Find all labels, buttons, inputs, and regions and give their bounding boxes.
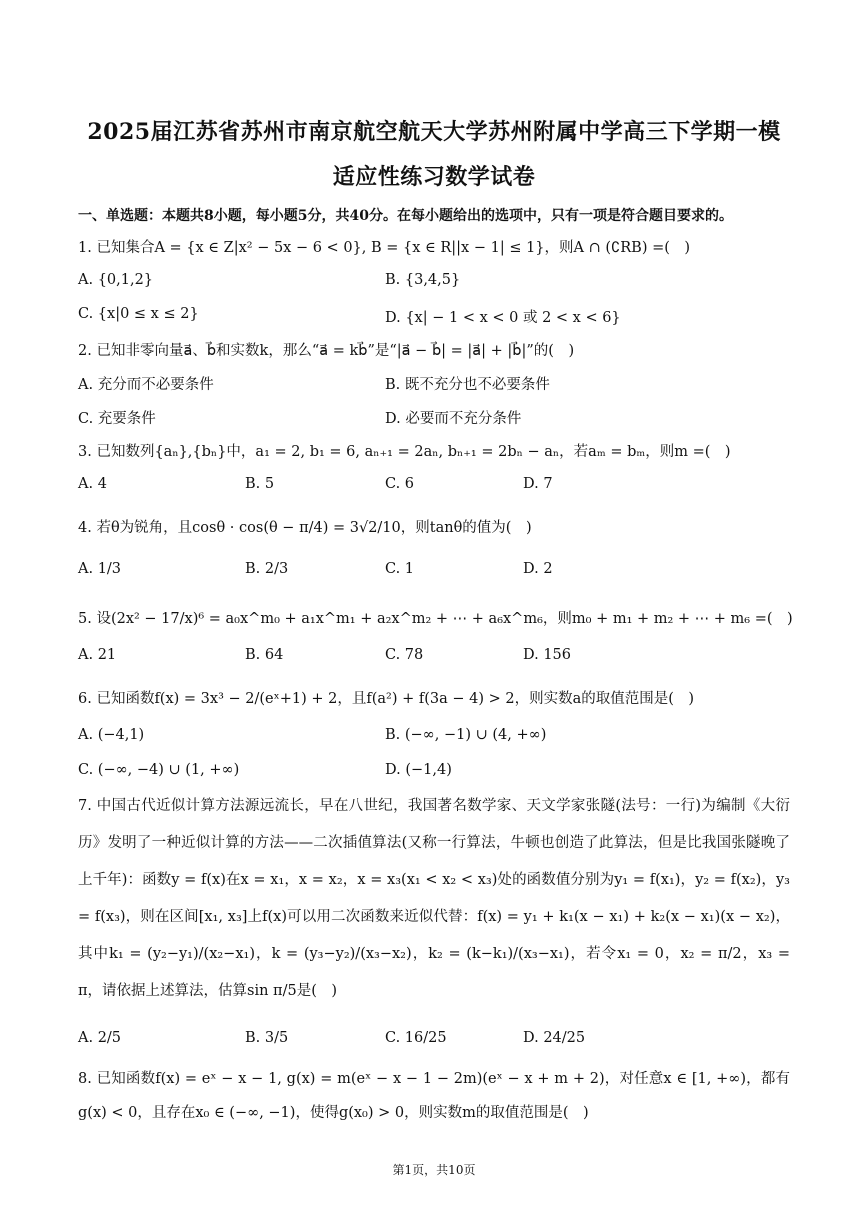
option-1a: A. {0,1,2}	[78, 272, 154, 288]
option-3a: A. 4	[78, 476, 107, 492]
option-1c: C. {x|0 ≤ x ≤ 2}	[78, 306, 199, 322]
option-5b: B. 64	[245, 647, 284, 663]
option-3d: D. 7	[523, 476, 553, 492]
option-6a: A. (−4,1)	[78, 727, 145, 743]
option-7d: D. 24/25	[523, 1030, 586, 1046]
option-4d: D. 2	[523, 561, 553, 577]
option-1b: B. {3,4,5}	[385, 272, 461, 288]
option-6d: D. (−1,4)	[385, 762, 452, 778]
question-7: 7. 中国古代近似计算方法源远流长，早在八世纪，我国著名数学家、天文学家张隧(法号：一行)为编制《大衍历》发明了一种近似计算的方法——二次插值算法(又称一行算法，牛顿也创造了此算法，但是比我国张隧晚了上千年)：函数y = f(x)在x = x₁，x = x₂，x = x₃(x₁ < x₂ < x₃)处的函数值分别为y₁ = f(x₁)，y₂ = f(x₂)，y₃ = f(x₃)，则在区间[x₁, x₃]上f(x)可以用二次函数来近似代替：f(x) = y₁ + k₁(x − x₁) + k₂(x − x₁)(x − x₂)，其中k₁ = (y₂−y₁)/(x₂−x₁)，k = (y₃−y₂)/(x₃−x₂)，k₂ = (k−k₁)/(x₃−x₁)，若令x₁ = 0，x₂ = π/2，x₃ = π，请依据上述算法，估算sin π/5是( )	[78, 798, 790, 999]
question-6: 6. 已知函数f(x) = 3x³ − 2/(eˣ+1) + 2，且f(a²) + f(3a − 4) > 2，则实数a的取值范围是( )	[78, 691, 695, 707]
question-4: 4. 若θ为锐角，且cosθ · cos(θ − π/4) = 3√2/10，则tanθ的值为( )	[78, 520, 532, 536]
option-5c: C. 78	[385, 647, 424, 663]
option-2b: B. 既不充分也不必要条件	[385, 377, 550, 393]
option-7c: C. 16/25	[385, 1030, 447, 1046]
exam-title-line1: 2025届江苏省苏州市南京航空航天大学苏州附属中学高三下学期一模	[87, 119, 781, 145]
option-2d: D. 必要而不充分条件	[385, 411, 522, 427]
option-2a: A. 充分而不必要条件	[78, 377, 214, 393]
option-6b: B. (−∞, −1) ∪ (4, +∞)	[385, 727, 547, 743]
option-2c: C. 充要条件	[78, 411, 156, 427]
exam-title-line2: 适应性练习数学试卷	[332, 164, 536, 190]
option-1d: D. {x| − 1 < x < 0 或 2 < x < 6}	[385, 310, 621, 326]
option-7a: A. 2/5	[78, 1030, 122, 1046]
option-7b: B. 3/5	[245, 1030, 289, 1046]
option-4b: B. 2/3	[245, 561, 289, 577]
option-5a: A. 21	[78, 647, 117, 663]
option-6c: C. (−∞, −4) ∪ (1, +∞)	[78, 762, 240, 778]
question-1: 1. 已知集合A = {x ∈ Z|x² − 5x − 6 < 0}, B = {x ∈ R||x − 1| ≤ 1}，则A ∩ (∁RB) =( )	[78, 240, 691, 256]
page-footer: 第1页，共10页	[392, 1163, 476, 1177]
option-4c: C. 1	[385, 561, 415, 577]
option-4a: A. 1/3	[78, 561, 122, 577]
question-3: 3. 已知数列{aₙ},{bₙ}中，a₁ = 2, b₁ = 6, aₙ₊₁ = 2aₙ, bₙ₊₁ = 2bₙ − aₙ，若aₘ = bₘ，则m =( )	[78, 444, 731, 460]
option-3b: B. 5	[245, 476, 275, 492]
question-2: 2. 已知非零向量a⃗、b⃗和实数k，那么“a⃗ = kb⃗”是“|a⃗ − b⃗| = |a⃗| + |b⃗|”的( )	[78, 343, 575, 359]
option-3c: C. 6	[385, 476, 415, 492]
option-5d: D. 156	[523, 647, 572, 663]
question-5: 5. 设(2x² − 17/x)⁶ = a₀x^m₀ + a₁x^m₁ + a₂x^m₂ + ⋯ + a₆x^m₆，则m₀ + m₁ + m₂ + ⋯ + m₆ =( )	[78, 611, 793, 627]
section-heading: 一、单选题：本题共8小题，每小题5分，共40分。在每小题给出的选项中，只有一项是符合题目要求的。	[78, 208, 733, 224]
question-8: 8. 已知函数f(x) = eˣ − x − 1, g(x) = m(eˣ − x − 1 − 2m)(eˣ − x + m + 2)，对任意x ∈ [1, +∞)，都有g(x) < 0，且存在x₀ ∈ (−∞, −1)，使得g(x₀) > 0，则实数m的取值范围是( )	[78, 1071, 790, 1121]
